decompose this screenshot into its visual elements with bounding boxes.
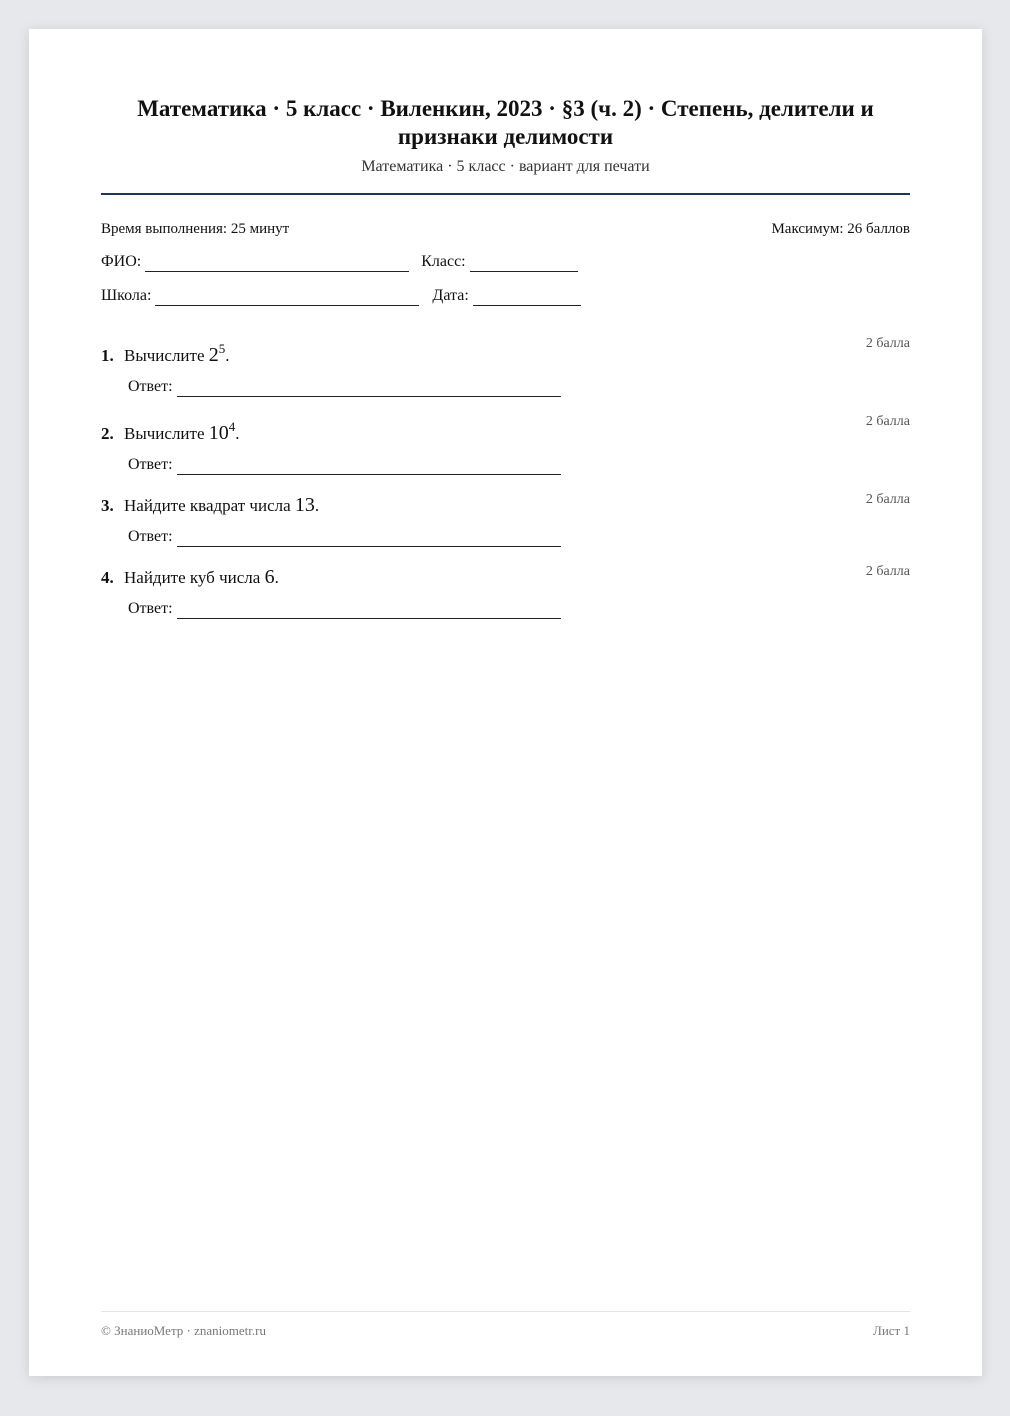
problem-number: 3. bbox=[101, 496, 114, 515]
answer-field bbox=[128, 599, 910, 619]
problem-list bbox=[101, 336, 910, 619]
max-score: Максимум: 26 баллов bbox=[771, 221, 910, 237]
footer-copyright: © ЗнаниоМетр · znaniometr.ru bbox=[101, 1323, 266, 1338]
problem-text: Найдите куб числа 6. bbox=[124, 566, 279, 588]
school-field bbox=[101, 286, 419, 306]
problem-points: 2 балла bbox=[865, 564, 910, 579]
answer-input-line[interactable] bbox=[177, 460, 561, 475]
page-subtitle: Математика · 5 класс · вариант для печати bbox=[361, 158, 650, 175]
problem-number: 1. bbox=[101, 346, 114, 365]
student-fields-row-1 bbox=[101, 252, 910, 272]
problem-text: Вычислите $2^5$. bbox=[124, 341, 230, 366]
meta-row bbox=[101, 219, 910, 239]
answer-input-line[interactable] bbox=[177, 382, 561, 397]
problem-math: 6 bbox=[264, 566, 275, 588]
problem-math: $2^5$ bbox=[208, 341, 226, 366]
answer-input-line[interactable] bbox=[177, 604, 561, 619]
problem-item bbox=[101, 414, 910, 475]
student-fields-row-2 bbox=[101, 286, 910, 306]
fio-label: ФИО: bbox=[101, 253, 142, 270]
problem-number: 4. bbox=[101, 568, 114, 587]
answer-field bbox=[128, 455, 910, 475]
worksheet-page bbox=[29, 29, 982, 1376]
problem-item bbox=[101, 336, 910, 397]
school-input-line[interactable] bbox=[155, 291, 419, 306]
time-limit: Время выполнения: 25 минут bbox=[101, 221, 290, 237]
problem-item bbox=[101, 492, 910, 547]
worksheet-content bbox=[101, 29, 910, 636]
answer-label: Ответ: bbox=[128, 378, 173, 395]
answer-label: Ответ: bbox=[128, 600, 173, 617]
header-divider bbox=[101, 193, 910, 195]
answer-label: Ответ: bbox=[128, 456, 173, 473]
school-label: Школа: bbox=[101, 287, 152, 304]
answer-field bbox=[128, 377, 910, 397]
problem-number: 2. bbox=[101, 424, 114, 443]
problem-math: $10^4$ bbox=[208, 419, 236, 444]
problem-points: 2 балла bbox=[865, 414, 910, 429]
problem-text: Вычислите $10^4$. bbox=[124, 419, 240, 444]
fio-input-line[interactable] bbox=[145, 257, 409, 272]
class-label: Класс: bbox=[421, 253, 466, 270]
answer-field bbox=[128, 527, 910, 547]
problem-item bbox=[101, 564, 910, 619]
date-field bbox=[432, 286, 580, 306]
answer-input-line[interactable] bbox=[177, 532, 561, 547]
date-input-line[interactable] bbox=[473, 291, 581, 306]
page-footer bbox=[101, 1311, 910, 1339]
footer-sheet-number: Лист 1 bbox=[873, 1323, 910, 1338]
problem-points: 2 балла bbox=[865, 492, 910, 507]
problem-text: Найдите квадрат числа 13. bbox=[124, 494, 320, 516]
problem-points: 2 балла bbox=[865, 336, 910, 351]
class-field bbox=[421, 252, 577, 272]
problem-math: 13 bbox=[294, 494, 315, 516]
fio-field bbox=[101, 252, 409, 272]
page-title: Математика · 5 класс · Виленкин, 2023 · §3 (ч. 2) · Степень, делители и признаки делимости bbox=[137, 96, 874, 149]
class-input-line[interactable] bbox=[470, 257, 578, 272]
date-label: Дата: bbox=[432, 287, 469, 304]
answer-label: Ответ: bbox=[128, 528, 173, 545]
